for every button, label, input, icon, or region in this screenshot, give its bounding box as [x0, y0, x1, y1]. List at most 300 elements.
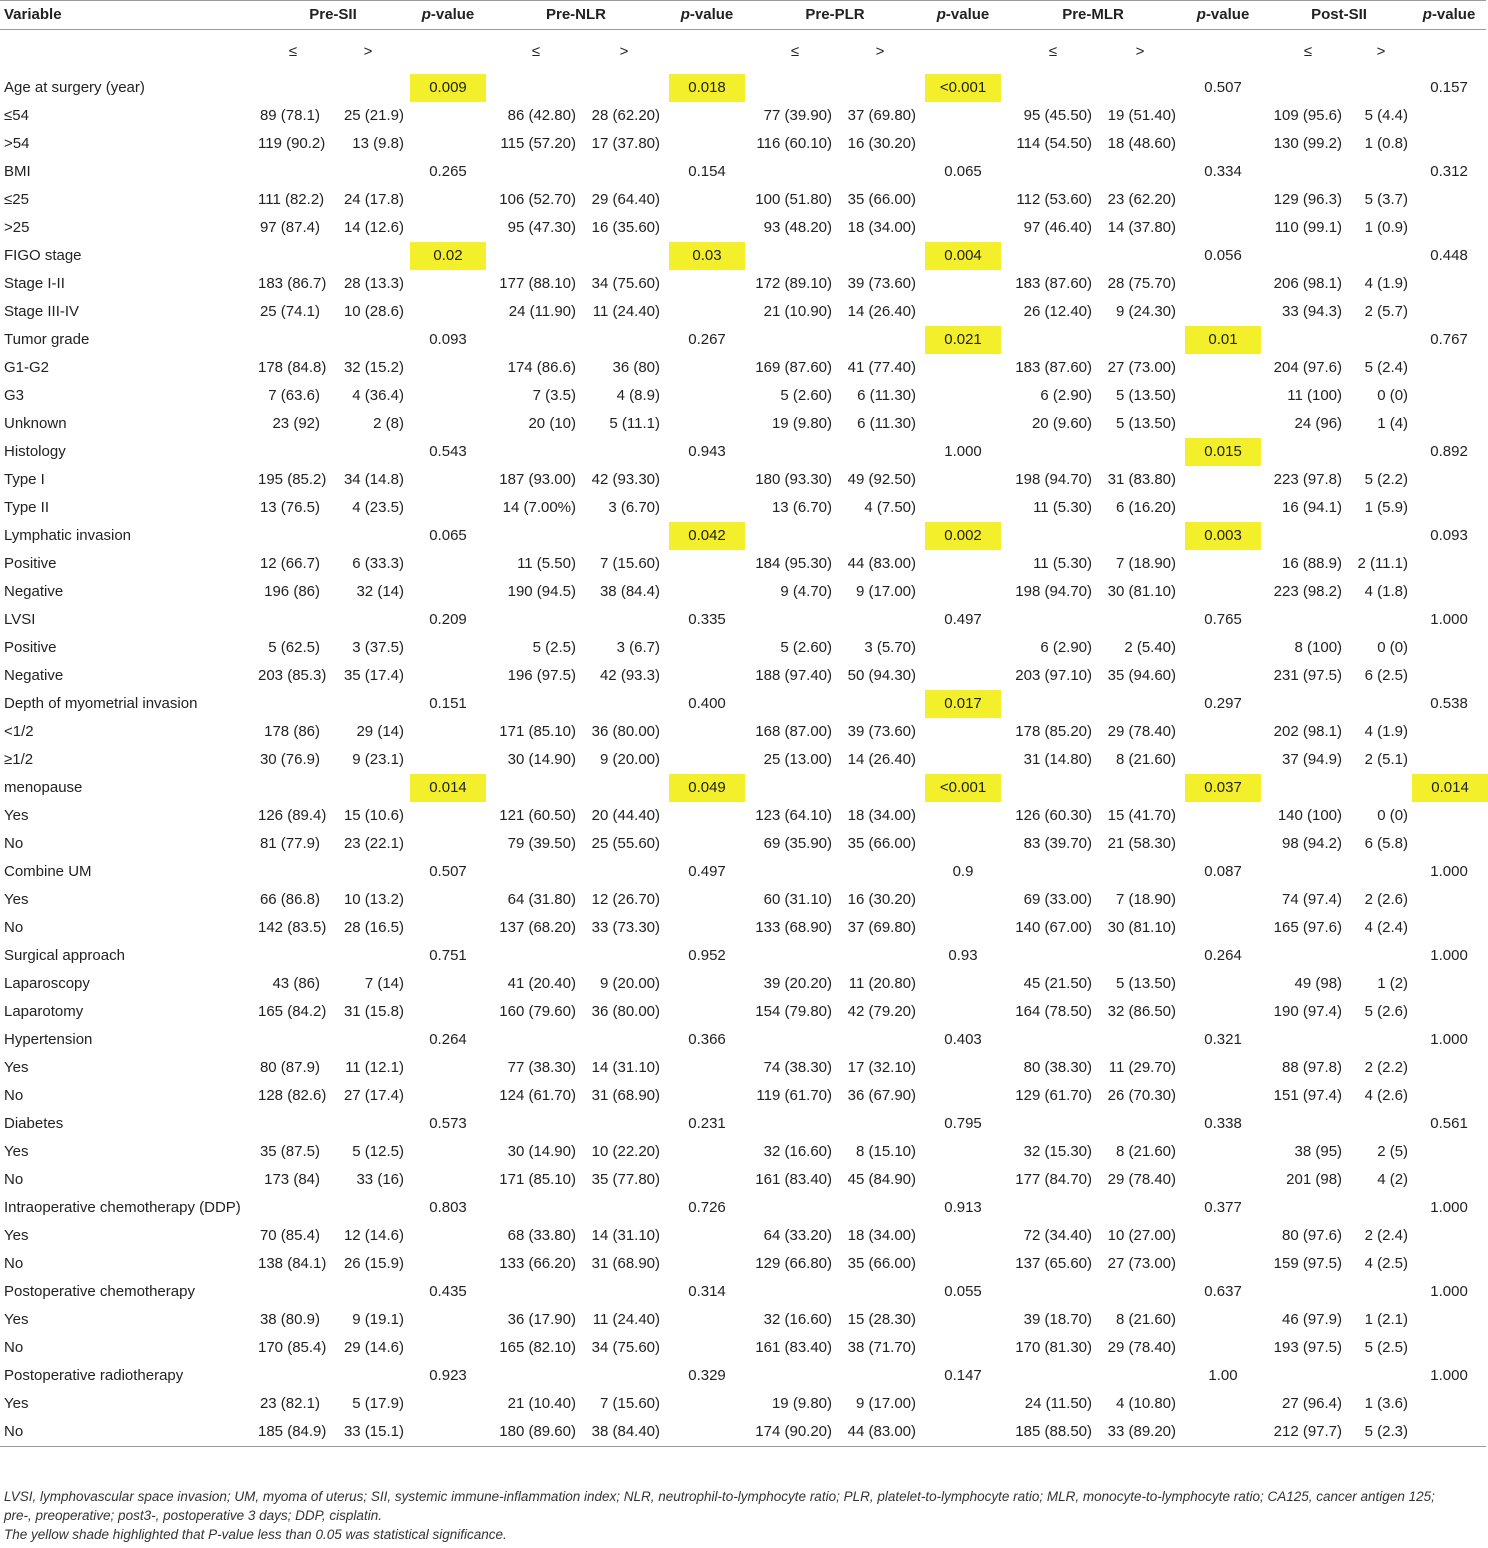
- row-label: Depth of myometrial invasion: [4, 695, 198, 712]
- le-count-cell-pre-sii: [258, 438, 328, 466]
- le-count-cell-post-sii: 46 (97.9): [1281, 1311, 1343, 1328]
- pvalue-cell-pre-sii: [408, 438, 488, 466]
- gt-count-cell-pre-nlr: 20 (44.40): [591, 807, 661, 824]
- pvalue-cell-pre-nlr: [664, 634, 750, 662]
- pvalue-text: 0.02: [410, 242, 486, 270]
- le-count-cell-pre-plr: 119 (61.70): [756, 1087, 833, 1104]
- pvalue-text: 0.497: [944, 611, 982, 628]
- gt-count-cell-pre-nlr: [584, 1026, 664, 1054]
- pvalue-cell-pre-nlr: [664, 522, 750, 550]
- pvalue-cell-pre-sii: [408, 998, 488, 1026]
- table-row: [0, 326, 1486, 354]
- table-row: [0, 1278, 1486, 1306]
- pvalue-cell-pre-mlr: [1180, 1334, 1266, 1362]
- gt-count-cell-pre-mlr: [1100, 774, 1180, 802]
- pvalue-cell-post-sii: [1412, 578, 1486, 606]
- le-count-cell-pre-nlr: 68 (33.80): [507, 1227, 576, 1244]
- le-count-cell-post-sii: [1266, 438, 1350, 466]
- pvalue-text: 0.400: [688, 695, 726, 712]
- pvalue-text: 0.538: [1430, 695, 1468, 712]
- gt-count-cell-pre-sii: 15 (10.6): [343, 807, 404, 824]
- gt-count-cell-pre-mlr: 6 (16.20): [1115, 499, 1177, 516]
- pvalue-cell-post-sii: [1412, 718, 1486, 746]
- le-count-cell-pre-plr: 123 (64.10): [755, 807, 833, 824]
- table-row: [0, 1054, 1486, 1082]
- pvalue-cell-pre-mlr: [1180, 1362, 1266, 1390]
- gt-count-cell-pre-sii: [328, 242, 408, 270]
- le-count-cell-pre-mlr: 170 (81.30): [1015, 1339, 1093, 1356]
- le-count-cell-pre-plr: 25 (13.00): [763, 751, 833, 768]
- pvalue-text: 0.923: [429, 1367, 467, 1384]
- pvalue-cell-pre-plr: [920, 214, 1006, 242]
- le-count-cell-pre-plr: 69 (35.90): [763, 835, 833, 852]
- table-body: [0, 30, 1486, 1447]
- le-count-cell-post-sii: 202 (98.1): [1273, 723, 1343, 740]
- le-count-cell-pre-plr: [750, 774, 840, 802]
- pvalue-cell-pre-mlr: [1180, 606, 1266, 634]
- pvalue-cell-pre-sii: [408, 1194, 488, 1222]
- gt-count-cell-pre-sii: 13 (9.8): [352, 135, 404, 152]
- pvalue-cell-pre-sii: [408, 830, 488, 858]
- gt-count-cell-post-sii: 5 (2.4): [1364, 359, 1409, 376]
- pvalue-text: 0.209: [429, 611, 467, 628]
- gt-count-cell-pre-nlr: 36 (80): [612, 359, 661, 376]
- pvalue-cell-pre-mlr: [1180, 270, 1266, 298]
- pvalue-cell-pre-mlr: [1180, 718, 1266, 746]
- pvalue-text: 0.093: [1430, 527, 1468, 544]
- gt-count-cell-pre-plr: 44 (83.00): [847, 555, 917, 572]
- gt-count-cell-pre-nlr: [584, 74, 664, 102]
- le-count-cell-pre-mlr: 198 (94.70): [1015, 471, 1093, 488]
- gt-count-cell-pre-plr: [840, 242, 920, 270]
- pvalue-text: 0.264: [429, 1031, 467, 1048]
- table-row: [0, 914, 1486, 942]
- le-count-cell-pre-nlr: 171 (85.10): [499, 723, 576, 740]
- gt-count-cell-pre-plr: 42 (79.20): [847, 1003, 917, 1020]
- gt-count-cell-pre-sii: 7 (14): [364, 975, 404, 992]
- le-count-cell-post-sii: 24 (96): [1294, 415, 1343, 432]
- le-count-cell-post-sii: 8 (100): [1294, 639, 1343, 656]
- pvalue-text: 0.157: [1430, 79, 1468, 96]
- gt-count-cell-pre-sii: 10 (13.2): [343, 891, 404, 908]
- pvalue-cell-pre-mlr: [1180, 1306, 1266, 1334]
- le-count-cell-pre-nlr: 174 (86.6): [507, 359, 576, 376]
- row-label: BMI: [4, 163, 31, 180]
- gt-count-cell-pre-plr: 14 (26.40): [847, 751, 917, 768]
- pvalue-text: 1.000: [1430, 1199, 1468, 1216]
- gt-count-cell-pre-mlr: 7 (18.90): [1115, 891, 1177, 908]
- pvalue-cell-pre-sii: [408, 606, 488, 634]
- pvalue-cell-pre-nlr: [664, 1194, 750, 1222]
- row-label: G3: [4, 387, 25, 404]
- gt-count-cell-pre-nlr: [584, 942, 664, 970]
- header-row: [0, 1, 1486, 30]
- row-label: Postoperative radiotherapy: [4, 1367, 184, 1384]
- gt-count-cell-pre-mlr: 23 (62.20): [1107, 191, 1177, 208]
- row-label: Type I: [4, 471, 45, 488]
- pvalue-cell-post-sii: [1412, 998, 1486, 1026]
- gt-count-cell-pre-plr: 49 (92.50): [847, 471, 917, 488]
- pvalue-cell-post-sii: [1412, 1166, 1486, 1194]
- pvalue-cell-pre-mlr: [1180, 74, 1266, 102]
- pvalue-cell-pre-sii: [408, 1166, 488, 1194]
- le-count-cell-post-sii: 223 (98.2): [1273, 583, 1343, 600]
- gt-count-cell-pre-plr: 38 (71.70): [847, 1339, 917, 1356]
- le-count-cell-pre-nlr: 95 (47.30): [507, 219, 576, 236]
- row-label: Combine UM: [4, 863, 92, 880]
- pvalue-cell-pre-mlr: [1180, 186, 1266, 214]
- variable-header: Variable: [0, 1, 258, 30]
- le-count-cell-pre-sii: 97 (87.4): [259, 219, 320, 236]
- pvalue-cell-pre-sii: [408, 214, 488, 242]
- row-label: Positive: [4, 639, 57, 656]
- gt-count-cell-post-sii: 1 (0.8): [1364, 135, 1409, 152]
- gt-count-cell-post-sii: 0 (0): [1377, 387, 1409, 404]
- le-count-cell-post-sii: 49 (98): [1294, 975, 1343, 992]
- le-count-cell-pre-mlr: 11 (5.30): [1033, 499, 1093, 516]
- gt-count-cell-pre-mlr: [1100, 326, 1180, 354]
- row-label: Yes: [4, 1143, 29, 1160]
- pvalue-cell-pre-sii: [408, 1250, 488, 1278]
- row-label: Stage III-IV: [4, 303, 80, 320]
- gt-count-cell-pre-plr: 37 (69.80): [847, 107, 917, 124]
- pvalue-cell-pre-plr: [920, 1222, 1006, 1250]
- row-label: No: [4, 919, 24, 936]
- row-label: Hypertension: [4, 1031, 93, 1048]
- le-count-cell-post-sii: 140 (100): [1277, 807, 1343, 824]
- le-count-cell-pre-sii: 119 (90.2): [258, 135, 326, 152]
- le-count-cell-pre-mlr: 129 (61.70): [1015, 1087, 1093, 1104]
- pvalue-cell-pre-mlr: [1180, 634, 1266, 662]
- pvalue-text: 0.003: [1185, 522, 1261, 550]
- gt-count-cell-post-sii: 0 (0): [1377, 639, 1409, 656]
- le-count-cell-pre-nlr: 160 (79.60): [499, 1003, 576, 1020]
- pvalue-text: 0.009: [410, 74, 486, 102]
- row-label: menopause: [4, 779, 83, 796]
- le-count-cell-pre-plr: [750, 74, 840, 102]
- pvalue-cell-pre-sii: [408, 1222, 488, 1250]
- gt-count-cell-pre-plr: 3 (5.70): [864, 639, 917, 656]
- row-label: Negative: [4, 583, 64, 600]
- gt-count-cell-pre-sii: [328, 1362, 408, 1390]
- le-count-cell-post-sii: [1266, 606, 1350, 634]
- le-count-cell-post-sii: 88 (97.8): [1281, 1059, 1343, 1076]
- gt-count-cell-pre-plr: 6 (11.30): [857, 415, 917, 432]
- gt-count-cell-pre-mlr: 21 (58.30): [1107, 835, 1177, 852]
- pvalue-cell-pre-mlr: [1180, 382, 1266, 410]
- le-sign: ≤: [1303, 43, 1313, 60]
- pvalue-text: 0.366: [688, 1031, 726, 1048]
- pvalue-cell-post-sii: [1412, 438, 1486, 466]
- gt-count-cell-post-sii: 4 (2.5): [1364, 1255, 1409, 1272]
- le-count-cell-pre-nlr: 64 (31.80): [507, 891, 576, 908]
- le-count-cell-pre-nlr: 79 (39.50): [507, 835, 576, 852]
- le-count-cell-post-sii: [1266, 774, 1350, 802]
- pvalue-cell-pre-nlr: [664, 746, 750, 774]
- pvalue-cell-pre-sii: [408, 1082, 488, 1110]
- pvalue-cell-pre-nlr: [664, 130, 750, 158]
- gt-count-cell-pre-mlr: 29 (78.40): [1107, 1171, 1177, 1188]
- gt-count-cell-pre-sii: 11 (12.1): [345, 1059, 404, 1076]
- pvalue-cell-pre-plr: [920, 550, 1006, 578]
- le-count-cell-post-sii: [1266, 1110, 1350, 1138]
- pvalue-cell-post-sii: [1412, 1390, 1486, 1418]
- row-label: No: [4, 1255, 24, 1272]
- le-count-cell-pre-nlr: 24 (11.90): [508, 303, 576, 320]
- table-row: [0, 970, 1486, 998]
- le-count-cell-pre-sii: 183 (86.7): [258, 275, 327, 292]
- le-count-cell-post-sii: [1266, 326, 1350, 354]
- pvalue-cell-pre-nlr: [664, 242, 750, 270]
- pvalue-text: 1.000: [1430, 1367, 1468, 1384]
- table-row: [0, 298, 1486, 326]
- gt-count-cell-pre-plr: 16 (30.20): [847, 891, 917, 908]
- gt-count-cell-pre-mlr: 29 (78.40): [1107, 723, 1177, 740]
- pvalue-cell-pre-nlr: [664, 186, 750, 214]
- le-count-cell-pre-plr: 116 (60.10): [756, 135, 833, 152]
- le-count-cell-pre-plr: 93 (48.20): [763, 219, 833, 236]
- gt-count-cell-post-sii: 5 (2.5): [1364, 1339, 1409, 1356]
- gt-count-cell-pre-plr: 9 (17.00): [855, 583, 917, 600]
- pvalue-cell-post-sii: [1412, 158, 1486, 186]
- le-count-cell-pre-nlr: [488, 606, 584, 634]
- pvalue-cell-pre-plr: [920, 1250, 1006, 1278]
- pvalue-cell-pre-mlr: [1180, 942, 1266, 970]
- le-count-cell-pre-mlr: 83 (39.70): [1023, 835, 1093, 852]
- le-count-cell-post-sii: 129 (96.3): [1273, 191, 1343, 208]
- pvalue-cell-pre-plr: [920, 130, 1006, 158]
- pvalue-cell-pre-mlr: [1180, 522, 1266, 550]
- row-label: Surgical approach: [4, 947, 125, 964]
- le-count-cell-post-sii: 33 (94.3): [1281, 303, 1343, 320]
- row-label: Yes: [4, 1311, 29, 1328]
- le-count-cell-pre-sii: [258, 858, 328, 886]
- table-row: [0, 998, 1486, 1026]
- table-row: [0, 830, 1486, 858]
- pvalue-cell-pre-mlr: [1180, 998, 1266, 1026]
- gt-count-cell-pre-mlr: 33 (89.20): [1100, 1418, 1180, 1447]
- gt-count-cell-pre-nlr: 29 (64.40): [591, 191, 661, 208]
- pvalue-cell-pre-nlr: [664, 1334, 750, 1362]
- le-count-cell-pre-plr: 21 (10.90): [763, 303, 833, 320]
- le-count-cell-pre-plr: [750, 1278, 840, 1306]
- pvalue-text: 0.014: [410, 774, 486, 802]
- le-count-cell-post-sii: 38 (95): [1294, 1143, 1343, 1160]
- le-count-cell-pre-sii: 142 (83.5): [258, 919, 327, 936]
- table-row: [0, 1222, 1486, 1250]
- gt-count-cell-pre-sii: 29 (14.6): [343, 1339, 404, 1356]
- pvalue-cell-post-sii: [1412, 606, 1486, 634]
- pvalue-cell-post-sii: [1412, 970, 1486, 998]
- le-count-cell-post-sii: [1266, 242, 1350, 270]
- pvalue-cell-pre-plr: [920, 74, 1006, 102]
- pvalue-header: p-value: [408, 1, 488, 30]
- le-count-cell-pre-nlr: [488, 1362, 584, 1390]
- pvalue-cell-pre-mlr: [1180, 130, 1266, 158]
- le-count-cell-post-sii: 110 (99.1): [1274, 219, 1343, 236]
- table-row: [0, 438, 1486, 466]
- pvalue-cell-pre-mlr: [1180, 326, 1266, 354]
- gt-count-cell-pre-mlr: 35 (94.60): [1107, 667, 1177, 684]
- pvalue-text: <0.001: [925, 74, 1001, 102]
- pvalue-text: 1.000: [1430, 863, 1468, 880]
- le-count-cell-pre-nlr: 20 (10): [528, 415, 576, 432]
- pvalue-cell-pre-plr: [920, 1054, 1006, 1082]
- pvalue-text: 0.087: [1204, 863, 1242, 880]
- gt-count-cell-pre-plr: 11 (20.80): [848, 975, 917, 992]
- gt-sign: >: [619, 43, 629, 60]
- pvalue-cell-pre-sii: [408, 494, 488, 522]
- gt-count-cell-pre-nlr: 38 (84.40): [584, 1418, 664, 1447]
- gt-count-cell-pre-plr: [840, 690, 920, 718]
- le-count-cell-post-sii: [1266, 74, 1350, 102]
- gt-count-cell-post-sii: [1350, 438, 1412, 466]
- table-row: [0, 494, 1486, 522]
- le-count-cell-pre-sii: [258, 774, 328, 802]
- pvalue-cell-pre-mlr: [1180, 830, 1266, 858]
- gt-count-cell-pre-sii: 14 (12.6): [343, 219, 404, 236]
- gt-count-cell-pre-plr: 18 (34.00): [847, 219, 917, 236]
- pvalue-cell-pre-nlr: [664, 326, 750, 354]
- table-row: [0, 1390, 1486, 1418]
- table-row: [0, 1082, 1486, 1110]
- pvalue-cell-post-sii: [1412, 1418, 1486, 1447]
- le-count-cell-pre-mlr: [1006, 242, 1100, 270]
- pvalue-cell-pre-nlr: [664, 270, 750, 298]
- gt-count-cell-pre-nlr: 5 (11.1): [609, 415, 661, 432]
- row-label: G1-G2: [4, 359, 50, 376]
- pvalue-cell-pre-nlr: [664, 1082, 750, 1110]
- table-row: [0, 578, 1486, 606]
- pvalue-cell-post-sii: [1412, 1222, 1486, 1250]
- gt-sign: >: [1376, 43, 1386, 60]
- le-count-cell-pre-plr: [750, 522, 840, 550]
- table-row: [0, 886, 1486, 914]
- le-count-cell-pre-plr: [750, 858, 840, 886]
- le-count-cell-pre-nlr: 187 (93.00): [499, 471, 576, 488]
- pvalue-cell-pre-plr: [920, 1418, 1006, 1447]
- table-row: [0, 662, 1486, 690]
- table-row: [0, 942, 1486, 970]
- gt-count-cell-pre-nlr: 11 (24.40): [592, 1311, 661, 1328]
- row-label: ≤54: [4, 107, 29, 124]
- le-count-cell-pre-plr: 60 (31.10): [763, 891, 833, 908]
- pvalue-text: 0.018: [669, 74, 745, 102]
- pvalue-cell-pre-sii: [408, 886, 488, 914]
- gt-count-cell-pre-nlr: [584, 774, 664, 802]
- pvalue-cell-pre-sii: [408, 858, 488, 886]
- pvalue-text: 0.154: [688, 163, 726, 180]
- gt-count-cell-pre-plr: [840, 858, 920, 886]
- pvalue-cell-pre-mlr: [1180, 438, 1266, 466]
- gt-count-cell-pre-sii: [328, 1110, 408, 1138]
- gt-count-cell-pre-nlr: 42 (93.30): [591, 471, 661, 488]
- pvalue-cell-pre-sii: [408, 382, 488, 410]
- gt-count-cell-pre-mlr: 15 (41.70): [1107, 807, 1177, 824]
- le-count-cell-pre-nlr: 106 (52.70): [499, 191, 576, 208]
- gt-count-cell-pre-sii: 9 (19.1): [352, 1311, 404, 1328]
- gt-count-cell-pre-sii: 10 (28.6): [343, 303, 404, 320]
- pvalue-text: 0.803: [429, 1199, 467, 1216]
- gt-count-cell-post-sii: 1 (0.9): [1364, 219, 1409, 236]
- le-count-cell-pre-plr: 180 (93.30): [755, 471, 833, 488]
- le-count-cell-pre-plr: [750, 690, 840, 718]
- pvalue-cell-pre-plr: [920, 1362, 1006, 1390]
- gt-count-cell-pre-sii: 34 (14.8): [343, 471, 404, 488]
- gt-count-cell-post-sii: [1350, 1194, 1412, 1222]
- le-count-cell-pre-nlr: [488, 438, 584, 466]
- le-count-cell-pre-mlr: 185 (88.50): [1006, 1418, 1100, 1447]
- le-count-cell-post-sii: [1266, 1194, 1350, 1222]
- pvalue-cell-pre-mlr: [1180, 886, 1266, 914]
- row-label: ≤25: [4, 191, 29, 208]
- gt-count-cell-post-sii: 2 (5.1): [1364, 751, 1409, 768]
- pvalue-cell-pre-mlr: [1180, 158, 1266, 186]
- pvalue-cell-post-sii: [1412, 746, 1486, 774]
- pvalue-cell-post-sii: [1412, 1250, 1486, 1278]
- gt-count-cell-pre-sii: 9 (23.1): [352, 751, 404, 768]
- pvalue-cell-post-sii: [1412, 270, 1486, 298]
- pvalue-text: 0.03: [669, 242, 745, 270]
- pvalue-cell-pre-mlr: [1180, 1222, 1266, 1250]
- le-count-cell-pre-plr: 13 (6.70): [771, 499, 833, 516]
- gt-count-cell-pre-mlr: [1100, 942, 1180, 970]
- pvalue-cell-pre-nlr: [664, 102, 750, 130]
- pvalue-text: 0.056: [1204, 247, 1242, 264]
- pvalue-cell-pre-sii: [408, 718, 488, 746]
- le-count-cell-pre-sii: 203 (85.3): [258, 667, 327, 684]
- gt-count-cell-pre-sii: 12 (14.6): [343, 1227, 404, 1244]
- le-count-cell-pre-plr: 169 (87.60): [755, 359, 833, 376]
- le-count-cell-pre-plr: 32 (16.60): [763, 1311, 833, 1328]
- pvalue-cell-pre-nlr: [664, 774, 750, 802]
- gt-count-cell-pre-nlr: 3 (6.7): [616, 639, 661, 656]
- pvalue-text: 0.93: [948, 947, 978, 964]
- gt-count-cell-post-sii: 5 (4.4): [1364, 107, 1409, 124]
- le-count-cell-pre-plr: [750, 606, 840, 634]
- pvalue-cell-pre-plr: [920, 298, 1006, 326]
- gt-count-cell-pre-plr: 18 (34.00): [847, 1227, 917, 1244]
- table-row: [0, 1110, 1486, 1138]
- le-count-cell-pre-nlr: 41 (20.40): [507, 975, 576, 992]
- pvalue-cell-pre-plr: [920, 774, 1006, 802]
- pvalue-text: 0.751: [429, 947, 467, 964]
- gt-count-cell-pre-mlr: 18 (48.60): [1107, 135, 1177, 152]
- pvalue-text: 0.448: [1430, 247, 1468, 264]
- le-count-cell-pre-sii: [258, 326, 328, 354]
- le-count-cell-post-sii: 193 (97.5): [1273, 1339, 1343, 1356]
- pvalue-cell-pre-sii: [408, 326, 488, 354]
- pvalue-text: 0.065: [944, 163, 982, 180]
- pvalue-cell-pre-plr: [920, 354, 1006, 382]
- pvalue-cell-pre-nlr: [664, 662, 750, 690]
- le-count-cell-pre-nlr: [488, 1194, 584, 1222]
- le-count-cell-pre-plr: 9 (4.70): [780, 583, 833, 600]
- gt-count-cell-pre-mlr: [1100, 242, 1180, 270]
- le-count-cell-post-sii: 37 (94.9): [1281, 751, 1343, 768]
- le-count-cell-pre-nlr: [488, 690, 584, 718]
- gt-count-cell-post-sii: 1 (2): [1377, 975, 1409, 992]
- le-count-cell-pre-sii: 66 (86.8): [259, 891, 320, 908]
- table-row: [0, 1334, 1486, 1362]
- row-label: ≥1/2: [4, 751, 34, 768]
- row-label: Yes: [4, 807, 29, 824]
- gt-count-cell-pre-plr: 8 (15.10): [855, 1143, 917, 1160]
- gt-count-cell-pre-sii: [328, 606, 408, 634]
- pvalue-cell-pre-mlr: [1180, 914, 1266, 942]
- gt-count-cell-pre-sii: [328, 1026, 408, 1054]
- le-count-cell-pre-nlr: [488, 1110, 584, 1138]
